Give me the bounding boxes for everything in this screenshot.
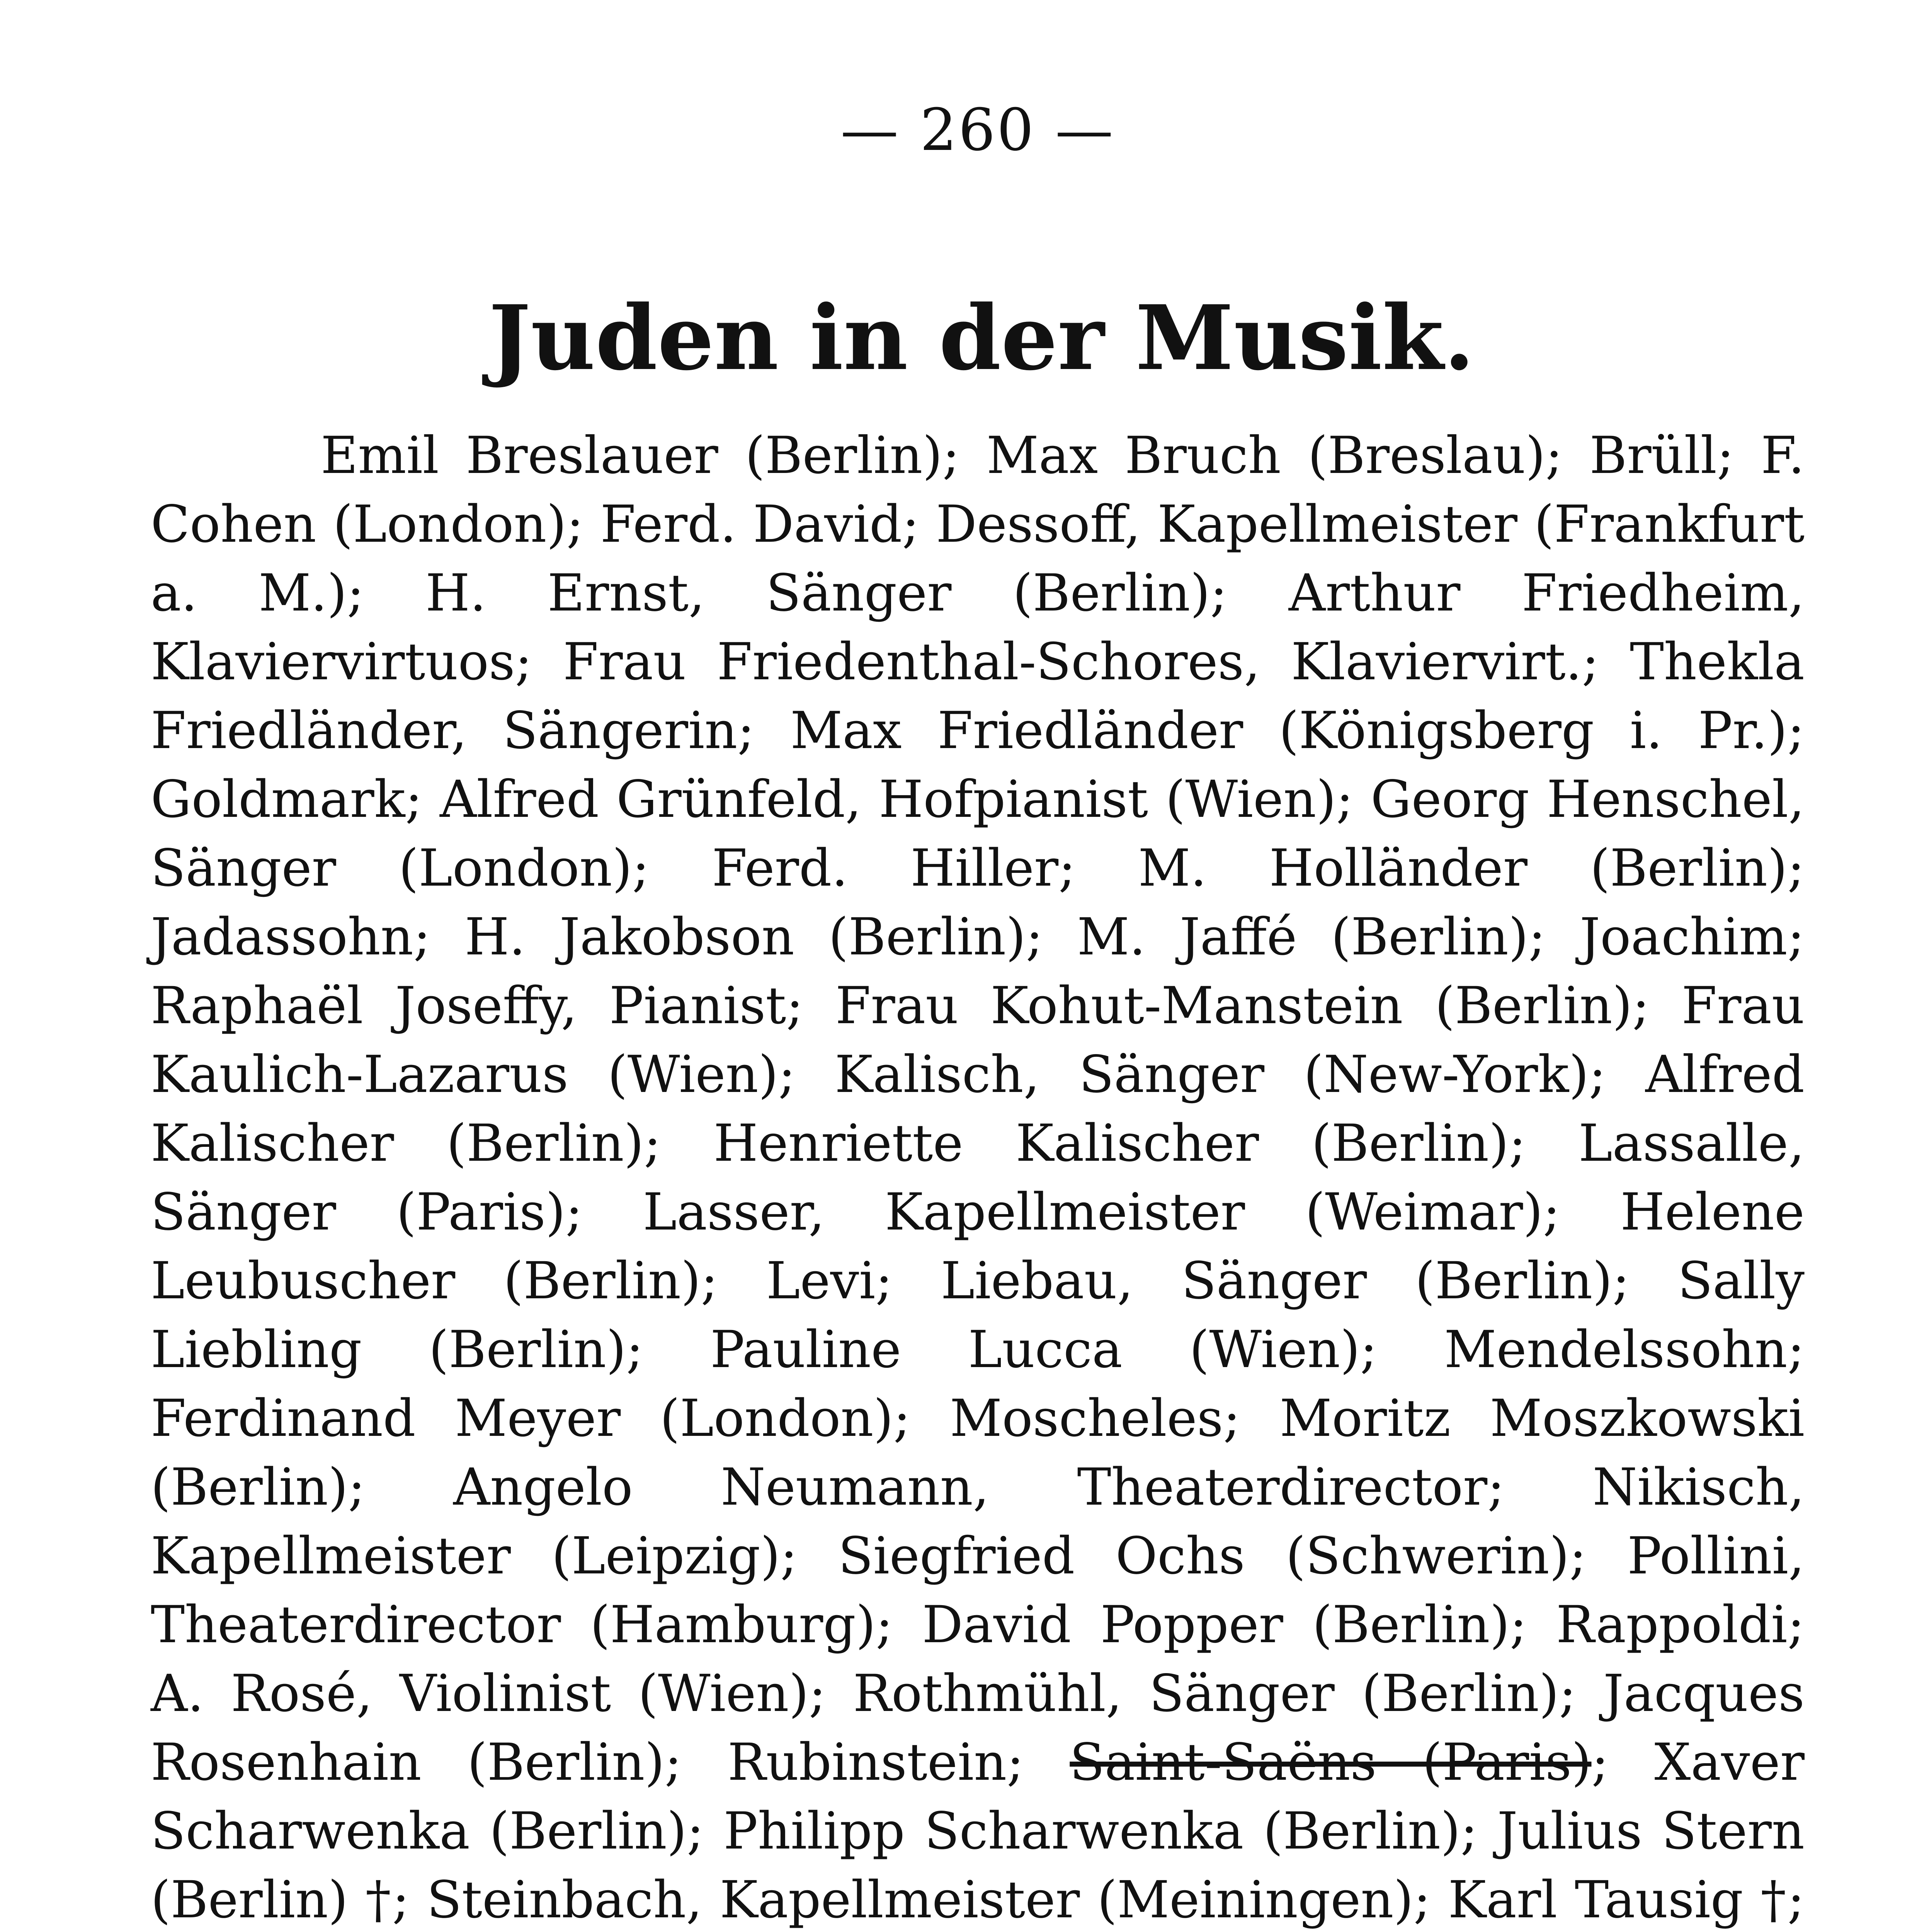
music-names-paragraph [151, 421, 1805, 1930]
struck-text: Saint-Saëns (Paris) [1070, 1733, 1592, 1792]
music-text-after-strike: ; Xaver Scharwenka (Berlin); Philipp Scharwenka (Berlin); Julius Stern (Berlin) †; Steinbach, Kapellmeister (Meiningen); Karl Tausig †; [151, 1733, 1805, 1930]
music-text-before-strike: Emil Breslauer (Berlin); Max Bruch (Breslau); Brüll; F. Cohen (London); Ferd. David; Dessoff, Kapellmeister (Frankfurt a. M.); H. Ernst, Sänger (Berlin); Arthur Friedheim, Klaviervirtuos; Frau Friedenthal-Schores, Klaviervirt.; Thekla Friedländer, Sängerin; Max Friedländer (Königsberg i. Pr.); Goldmark; Alfred Grünfeld, Hofpianist (Wien); Georg Henschel, Sänger (London); Ferd. Hiller; M. Holländer (Berlin); Jadassohn; H. Jakobson (Berlin); M. Jaffé (Berlin); Joachim; Raphaël Joseffy, Pianist; Frau Kohut-Manstein (Berlin); Frau Kaulich-Lazarus (Wien); Kalisch, Sänger (New-York); Alfred Kalischer (Berlin); Henriette Kalischer (Berlin); Lassalle, Sänger (Paris); Lasser, Kapellmeister (Weimar); Helene Leubuscher (Berlin); Levi; Liebau, Sänger (Berlin); Sally Liebling (Berlin); Pauline Lucca (Wien); Mendelssohn; Ferdinand Meyer (London); Moscheles; Moritz Moszkowski (Berlin); Angelo Neumann, Theaterdirector; Nikisch, Kapellmeister (Leipzig); Siegfried Ochs (Schwerin); Pollini, Theaterdirector (Hamburg); David Popper (Berlin); Rappoldi; A. Rosé, Violinist (Wien); Rothmühl, Sänger (Berlin); Jacques Rosenhain (Berlin); Rubinstein; [151, 426, 1805, 1792]
section-title-music: Juden in der Musik. [488, 286, 1475, 390]
music-paragraph [151, 421, 1805, 1932]
page-number: — 260 — [840, 97, 1115, 164]
